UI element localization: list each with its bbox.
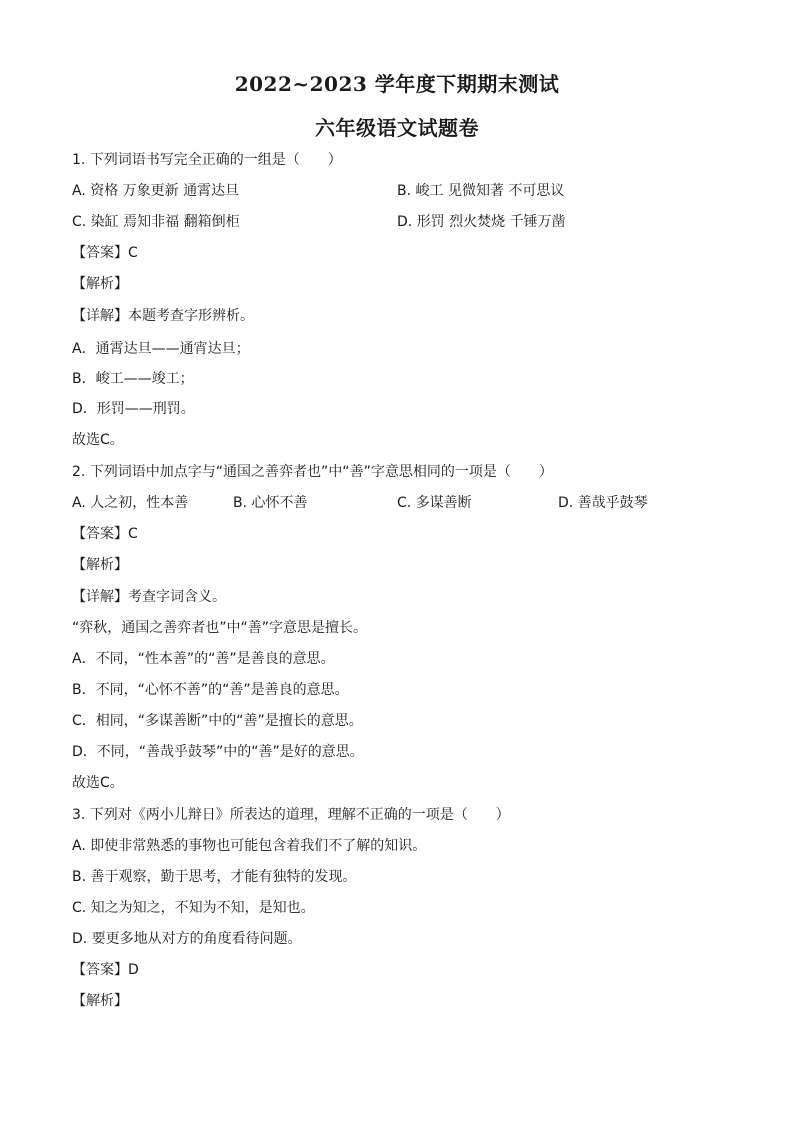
q1-analysis: 【解析】: [72, 276, 128, 292]
q2-line-4: C．相同，“多谋善断”中的“善”是擅长的意思。: [72, 713, 363, 729]
q1-line-2: B．峻工——竣工；: [72, 371, 194, 387]
q3-stem: 3. 下列对《两小儿辩日》所表达的道理，理解不正确的一项是（ ）: [72, 807, 510, 823]
q2-line-2: A．不同，“性本善”的“善”是善良的意思。: [72, 651, 335, 667]
q2-detail: 【详解】考查字词含义。: [72, 589, 226, 605]
q3-option-b: B. 善于观察，勤于思考，才能有独特的发现。: [72, 869, 357, 885]
q1-detail: 【详解】本题考查字形辨析。: [72, 308, 254, 324]
q1-option-c: C. 染缸 焉知非福 翻箱倒柜: [72, 214, 240, 230]
q3-answer: 【答案】D: [72, 962, 139, 978]
q2-line-5: D．不同，“善哉乎鼓琴”中的“善”是好的意思。: [72, 744, 364, 760]
q1-answer: 【答案】C: [72, 245, 138, 261]
q3-option-a: A. 即使非常熟悉的事物也可能包含着我们不了解的知识。: [72, 838, 427, 854]
exam-subtitle: 六年级语文试题卷: [315, 116, 479, 140]
q2-option-c: C. 多谋善断: [397, 495, 472, 511]
q3-analysis: 【解析】: [72, 993, 128, 1009]
q3-option-c: C. 知之为知之，不知为不知，是知也。: [72, 900, 315, 916]
q2-stem: 2. 下列词语中加点字与“通国之善弈者也”中“善”字意思相同的一项是（ ）: [72, 464, 553, 480]
q2-analysis: 【解析】: [72, 557, 128, 573]
q3-option-d: D. 要更多地从对方的角度看待问题。: [72, 931, 302, 947]
q1-line-3: D．形罚——刑罚。: [72, 401, 195, 417]
q2-option-b: B. 心怀不善: [233, 495, 308, 511]
q2-answer: 【答案】C: [72, 526, 138, 542]
q2-line-1: “弈秋，通国之善弈者也”中“善”字意思是擅长。: [72, 620, 368, 636]
q2-option-d: D. 善哉乎鼓琴: [558, 495, 648, 511]
q2-option-a: A. 人之初，性本善: [72, 495, 189, 511]
q1-stem: 1. 下列词语书写完全正确的一组是（ ）: [72, 152, 342, 168]
q1-option-a: A. 资格 万象更新 通霄达旦: [72, 183, 240, 199]
q2-conclusion: 故选C。: [72, 775, 124, 791]
q1-option-d: D. 形罚 烈火焚烧 千锤万凿: [397, 214, 566, 230]
q2-line-3: B．不同，“心怀不善”的“善”是善良的意思。: [72, 682, 349, 698]
q1-line-1: A．通霄达旦——通宵达旦；: [72, 341, 250, 357]
q1-option-b: B. 峻工 见微知著 不可思议: [397, 183, 565, 199]
q1-conclusion: 故选C。: [72, 432, 124, 448]
exam-title: 2022~2023 学年度下期期末测试: [234, 72, 560, 96]
